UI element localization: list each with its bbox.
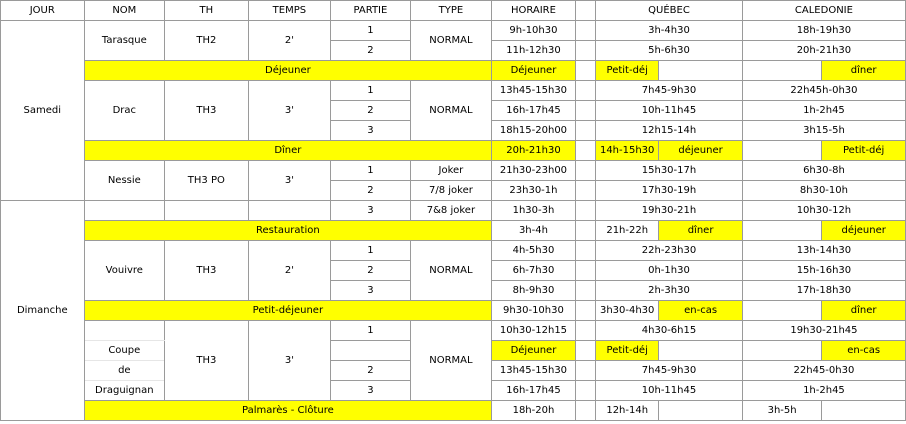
- caledonie-cell: 17h-18h30: [742, 281, 905, 301]
- meal-label: Restauration: [84, 221, 492, 241]
- horaire-cell: 16h-17h45: [492, 101, 576, 121]
- partie-cell: 3: [331, 281, 410, 301]
- caledonie-cell: 1h-2h45: [742, 381, 905, 401]
- meal-row: [1, 401, 906, 421]
- table-row: [1, 241, 906, 261]
- meal-quebec-type: dîner: [659, 221, 743, 241]
- meal-horaire: Déjeuner: [492, 341, 576, 361]
- header-caledonie: CALEDONIE: [742, 1, 905, 21]
- type-cell: 7/8 joker: [410, 181, 492, 201]
- closing-quebec: 12h-14h: [596, 401, 659, 421]
- horaire-cell: 8h-9h30: [492, 281, 576, 301]
- spacer-cell: [575, 61, 595, 81]
- header-temps: TEMPS: [248, 1, 331, 21]
- spacer-cell: [575, 141, 595, 161]
- meal-quebec: 3h30-4h30: [596, 301, 659, 321]
- spacer-cell: [575, 41, 595, 61]
- header-nom: NOM: [84, 1, 165, 21]
- caledonie-cell: 1h-2h45: [742, 101, 905, 121]
- partie-cell: 3: [331, 121, 410, 141]
- type-cell: NORMAL: [410, 21, 492, 61]
- caledonie-cell: 22h45h-0h30: [742, 81, 905, 101]
- spacer-cell: [575, 301, 595, 321]
- meal-caledonie-type: en-cas: [822, 341, 906, 361]
- temps-cell: 3': [248, 321, 331, 401]
- table-row: [1, 161, 906, 181]
- meal-quebec: 21h-22h: [596, 221, 659, 241]
- closing-quebec-type: [659, 401, 743, 421]
- meal-caledonie: [742, 221, 821, 241]
- spacer-cell: [575, 161, 595, 181]
- spacer-cell: [575, 381, 595, 401]
- th-cell: TH3: [165, 321, 249, 401]
- caledonie-cell: 3h15-5h: [742, 121, 905, 141]
- day-dimanche: Dimanche: [1, 201, 85, 421]
- quebec-cell: 4h30-6h15: [596, 321, 743, 341]
- partie-cell: [331, 341, 410, 361]
- type-cell: NORMAL: [410, 321, 492, 401]
- type-cell: NORMAL: [410, 241, 492, 301]
- partie-cell: 2: [331, 101, 410, 121]
- horaire-cell: 1h30-3h: [492, 201, 576, 221]
- spacer-cell: [575, 21, 595, 41]
- meal-quebec: Petit-déj: [596, 341, 659, 361]
- quebec-cell: 3h-4h30: [596, 21, 743, 41]
- meal-caledonie: [742, 141, 821, 161]
- quebec-cell: 12h15-14h: [596, 121, 743, 141]
- horaire-cell: 16h-17h45: [492, 381, 576, 401]
- horaire-cell: 13h45-15h30: [492, 81, 576, 101]
- caledonie-cell: 6h30-8h: [742, 161, 905, 181]
- partie-cell: 2: [331, 361, 410, 381]
- temps-cell: 3': [248, 161, 331, 201]
- quebec-cell: 0h-1h30: [596, 261, 743, 281]
- quebec-cell: 5h-6h30: [596, 41, 743, 61]
- nom-cell: Vouivre: [84, 241, 165, 301]
- meal-caledonie-type: déjeuner: [822, 221, 906, 241]
- meal-horaire: 3h-4h: [492, 221, 576, 241]
- meal-caledonie: [742, 61, 821, 81]
- meal-horaire: 9h30-10h30: [492, 301, 576, 321]
- partie-cell: 2: [331, 181, 410, 201]
- meal-horaire: Déjeuner: [492, 61, 576, 81]
- horaire-cell: 21h30-23h00: [492, 161, 576, 181]
- temps-cell: [248, 201, 331, 221]
- th-cell: TH3 PO: [165, 161, 249, 201]
- temps-cell: 3': [248, 81, 331, 141]
- horaire-cell: 18h15-20h00: [492, 121, 576, 141]
- horaire-cell: 10h30-12h15: [492, 321, 576, 341]
- caledonie-cell: 19h30-21h45: [742, 321, 905, 341]
- spacer-cell: [575, 281, 595, 301]
- temps-cell: 2': [248, 21, 331, 61]
- caledonie-cell: 22h45-0h30: [742, 361, 905, 381]
- quebec-cell: 10h-11h45: [596, 381, 743, 401]
- spacer-cell: [575, 121, 595, 141]
- spacer-cell: [575, 181, 595, 201]
- nom-cell: Drac: [84, 81, 165, 141]
- caledonie-cell: 20h-21h30: [742, 41, 905, 61]
- header-th: TH: [165, 1, 249, 21]
- meal-row: [1, 301, 906, 321]
- partie-cell: 1: [331, 161, 410, 181]
- partie-cell: 1: [331, 321, 410, 341]
- meal-caledonie-type: dîner: [822, 301, 906, 321]
- spacer-cell: [575, 401, 595, 421]
- partie-cell: 1: [331, 241, 410, 261]
- nom-cell: Nessie: [84, 161, 165, 201]
- meal-caledonie: [742, 341, 821, 361]
- horaire-cell: 13h45-15h30: [492, 361, 576, 381]
- quebec-cell: 15h30-17h: [596, 161, 743, 181]
- spacer-cell: [575, 261, 595, 281]
- closing-caledonie: 3h-5h: [742, 401, 821, 421]
- quebec-cell: 7h45-9h30: [596, 361, 743, 381]
- partie-cell: 2: [331, 41, 410, 61]
- nom-cell: Draguignan: [84, 381, 165, 401]
- quebec-cell: 7h45-9h30: [596, 81, 743, 101]
- nom-cell: Coupe: [84, 341, 165, 361]
- header-spacer: [575, 1, 595, 21]
- table-row: [1, 201, 906, 221]
- horaire-cell: 6h-7h30: [492, 261, 576, 281]
- partie-cell: 1: [331, 81, 410, 101]
- spacer-cell: [575, 81, 595, 101]
- partie-cell: 1: [331, 21, 410, 41]
- spacer-cell: [575, 361, 595, 381]
- nom-cell: [84, 321, 165, 341]
- table-row: [1, 21, 906, 41]
- spacer-cell: [575, 101, 595, 121]
- spacer-cell: [575, 221, 595, 241]
- caledonie-cell: 10h30-12h: [742, 201, 905, 221]
- nom-cell: Tarasque: [84, 21, 165, 61]
- nom-cell: de: [84, 361, 165, 381]
- partie-cell: 2: [331, 261, 410, 281]
- meal-quebec-type: [659, 61, 743, 81]
- meal-caledonie-type: dîner: [822, 61, 906, 81]
- meal-label: Déjeuner: [84, 61, 492, 81]
- quebec-cell: 19h30-21h: [596, 201, 743, 221]
- table-row: [1, 321, 906, 341]
- quebec-cell: 22h-23h30: [596, 241, 743, 261]
- meal-label: Dîner: [84, 141, 492, 161]
- quebec-cell: 2h-3h30: [596, 281, 743, 301]
- meal-quebec-type: [659, 341, 743, 361]
- meal-row: [1, 141, 906, 161]
- meal-quebec-type: en-cas: [659, 301, 743, 321]
- horaire-cell: 11h-12h30: [492, 41, 576, 61]
- type-cell: 7&8 joker: [410, 201, 492, 221]
- meal-row: [1, 221, 906, 241]
- partie-cell: 3: [331, 201, 410, 221]
- horaire-cell: 9h-10h30: [492, 21, 576, 41]
- closing-horaire: 18h-20h: [492, 401, 576, 421]
- day-samedi: Samedi: [1, 21, 85, 201]
- meal-quebec: 14h-15h30: [596, 141, 659, 161]
- meal-quebec-type: déjeuner: [659, 141, 743, 161]
- th-cell: TH2: [165, 21, 249, 61]
- meal-caledonie-type: Petit-déj: [822, 141, 906, 161]
- spacer-cell: [575, 341, 595, 361]
- temps-cell: 2': [248, 241, 331, 301]
- partie-cell: 3: [331, 381, 410, 401]
- type-cell: NORMAL: [410, 81, 492, 141]
- caledonie-cell: 18h-19h30: [742, 21, 905, 41]
- table-row: [1, 81, 906, 101]
- closing-caledonie-type: [822, 401, 906, 421]
- meal-row: [1, 61, 906, 81]
- header-type: TYPE: [410, 1, 492, 21]
- header-row: [1, 1, 906, 21]
- spacer-cell: [575, 321, 595, 341]
- caledonie-cell: 13h-14h30: [742, 241, 905, 261]
- type-cell: Joker: [410, 161, 492, 181]
- th-cell: TH3: [165, 241, 249, 301]
- quebec-cell: 10h-11h45: [596, 101, 743, 121]
- header-partie: PARTIE: [331, 1, 410, 21]
- header-horaire: HORAIRE: [492, 1, 576, 21]
- spacer-cell: [575, 241, 595, 261]
- nom-cell: [84, 201, 165, 221]
- th-cell: [165, 201, 249, 221]
- meal-quebec: Petit-déj: [596, 61, 659, 81]
- meal-label: Petit-déjeuner: [84, 301, 492, 321]
- spacer-cell: [575, 201, 595, 221]
- meal-caledonie: [742, 301, 821, 321]
- caledonie-cell: 15h-16h30: [742, 261, 905, 281]
- horaire-cell: 23h30-1h: [492, 181, 576, 201]
- closing-label: Palmarès - Clôture: [84, 401, 492, 421]
- quebec-cell: 17h30-19h: [596, 181, 743, 201]
- header-jour: JOUR: [1, 1, 85, 21]
- horaire-cell: 4h-5h30: [492, 241, 576, 261]
- meal-horaire: 20h-21h30: [492, 141, 576, 161]
- th-cell: TH3: [165, 81, 249, 141]
- caledonie-cell: 8h30-10h: [742, 181, 905, 201]
- header-quebec: QUÉBEC: [596, 1, 743, 21]
